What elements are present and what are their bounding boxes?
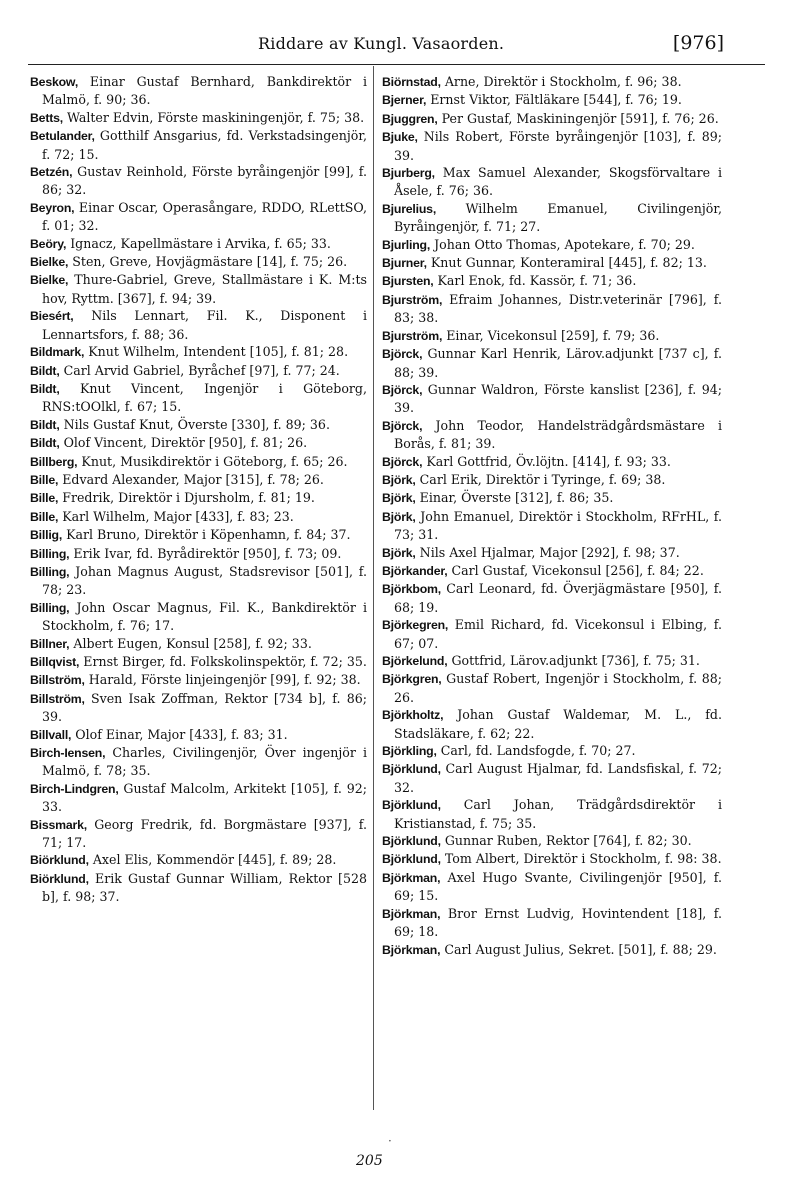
register-entry [382,941,722,959]
register-entry [382,616,722,652]
register-entry [30,816,367,852]
entry-surname: Bjuggren, [382,111,438,126]
register-entry [30,253,367,271]
entry-surname: Billing, [30,546,70,561]
entry-details: Erik Ivar, fd. Byrådirektör [950], f. 73; 09. [73,545,342,561]
register-entry [382,706,722,742]
entry-surname: Björkegren, [382,618,449,633]
register-entry [30,109,367,127]
entry-details: Einar Gustaf Bernhard, Bankdirektör i Malmö, f. 90; 36. [42,74,367,108]
entry-surname: Betulander, [30,129,95,144]
register-entry [30,471,367,489]
register-entry [382,200,722,236]
entry-details: Sven Isak Zoffman, Rektor [734 b], f. 86; 39. [42,690,367,725]
entry-details: Carl Arvid Gabriel, Byråchef [97], f. 77; 24. [63,362,340,378]
register-entry [382,489,722,507]
register-entry [30,599,367,635]
entry-details: John Emanuel, Direktör i Stockholm, RFrHL, f. 73; 31. [394,508,722,543]
entry-surname: Björkling, [382,744,437,759]
page-reference: [976] [672,32,724,54]
entry-details: Olof Einar, Major [433], f. 83; 31. [75,726,288,742]
entry-details: Carl Erik, Direktör i Tyringe, f. 69; 38. [419,471,666,487]
register-entry [382,345,722,381]
entry-surname: Beöry, [30,236,67,251]
register-entry [382,670,722,706]
register-entry [382,91,722,109]
entry-details: Knut Vincent, Ingenjör i Göteborg, RNS:tOOlkl, f. 67; 15. [42,380,367,415]
entry-surname: Billing, [30,600,70,615]
register-entry [382,453,722,471]
register-entry [382,832,722,850]
register-entry [30,73,367,109]
register-entry [382,544,722,562]
register-entry [382,417,722,453]
entry-details: Albert Eugen, Konsul [258], f. 92; 33. [73,635,312,651]
entry-surname: Björkelund, [382,654,448,668]
entry-details: Nils Lennart, Fil. K., Disponent i Lennartsfors, f. 88; 36. [42,308,367,342]
entry-surname: Björck, [382,382,423,397]
left-column [30,73,367,906]
register-entry [382,905,722,941]
entry-details: Ignacz, Kapellmästare i Arvika, f. 65; 33. [70,235,331,251]
entry-details: Gustaf Robert, Ingenjör i Stockholm, f. 88; 26. [394,671,722,705]
register-entry [30,434,367,452]
entry-surname: Björkman, [382,906,441,921]
page-number: 205 [356,1153,383,1169]
register-entry [382,869,722,905]
entry-surname: Björck, [382,454,423,469]
entry-details: Knut Wilhelm, Intendent [105], f. 81; 28. [88,344,349,360]
register-entry [382,652,722,670]
entry-surname: Bjurström, [382,328,443,343]
register-entry [382,850,722,868]
register-entry [30,307,367,343]
entry-surname: Bielke, [30,255,69,270]
entry-surname: Björk, [382,545,416,560]
register-entry [382,164,722,200]
entry-surname: Bille, [30,491,59,506]
entry-details: Knut Gunnar, Konteramiral [445], f. 82; 13. [430,255,707,271]
register-entry [30,453,367,471]
entry-details: Karl Gottfrid, Öv.löjtn. [414], f. 93; 33. [426,453,671,469]
entry-surname: Billström, [30,673,85,688]
entry-details: Carl Leonard, fd. Överjägmästare [950], f. 68; 19. [394,581,722,615]
entry-details: Edvard Alexander, Major [315], f. 78; 26. [62,471,324,487]
entry-surname: Bille, [30,472,59,487]
entry-surname: Bjursten, [382,274,434,289]
entry-details: Einar, Vicekonsul [259], f. 79; 36. [446,327,660,343]
entry-details: Nils Gustaf Knut, Överste [330], f. 89; 36. [63,416,330,432]
register-entry [382,128,722,164]
entry-surname: Billvall, [30,727,72,742]
entry-surname: Björkander, [382,563,448,578]
register-entry [382,580,722,616]
entry-surname: Bjurner, [382,256,427,271]
entry-surname: Björk, [382,472,416,487]
entry-details: Gottfrid, Lärov.adjunkt [736], f. 75; 31. [451,653,700,668]
entry-details: Bror Ernst Ludvig, Hovintendent [18], f. 69; 18. [394,905,722,940]
page-title: Riddare av Kungl. Vasaorden. [258,34,505,53]
entry-details: Ernst Viktor, Fältläkare [544], f. 76; 19. [430,92,682,108]
register-entry [30,545,367,563]
entry-details: Arne, Direktör i Stockholm, f. 96; 38. [444,74,682,89]
entry-surname: Bielke, [30,273,69,288]
register-entry [30,343,367,361]
footer-dot: · [388,1134,392,1148]
register-entry [382,110,722,128]
register-entry [382,272,722,290]
entry-details: Gustav Reinhold, Förste byråingenjör [99], f. 86; 32. [42,164,367,198]
register-entry [30,690,367,726]
entry-details: Fredrik, Direktör i Djursholm, f. 81; 19. [62,490,315,506]
page-header [0,34,792,60]
entry-details: Gunnar Ruben, Rektor [764], f. 82; 30. [444,833,692,849]
entry-details: Wilhelm Emanuel, Civilingenjör, Byråingenjör, f. 71; 27. [394,200,722,235]
entry-details: Erik Gustaf Gunnar William, Rektor [528 b], f. 98; 37. [42,870,367,905]
entry-surname: Bildt, [30,363,60,378]
entry-surname: Björk, [382,509,416,524]
register-entry [30,671,367,689]
register-entry [30,508,367,526]
entry-surname: Billig, [30,528,63,543]
entry-details: Axel Elis, Kommendör [445], f. 89; 28. [92,852,337,868]
register-entry [382,254,722,272]
entry-surname: Biörklund, [30,853,89,868]
entry-surname: Björkman, [382,942,441,957]
entry-surname: Björck, [382,347,423,362]
entry-surname: Billqvist, [30,655,80,669]
entry-surname: Bjuke, [382,130,418,145]
register-entry [30,526,367,544]
register-entry [382,291,722,327]
register-entry [382,327,722,345]
entry-details: Carl August Julius, Sekret. [501], f. 88; 29. [444,941,717,957]
entry-surname: Björklund, [382,852,441,867]
entry-surname: Bildt, [30,381,60,396]
entry-details: Carl Gustaf, Vicekonsul [256], f. 84; 22. [451,562,704,578]
entry-surname: Billberg, [30,454,78,469]
entry-details: Axel Hugo Svante, Civilingenjör [950], f. 69; 15. [394,869,722,904]
entry-details: Olof Vincent, Direktör [950], f. 81; 26. [63,435,308,451]
register-entry [30,127,367,163]
entry-surname: Björck, [382,418,423,433]
register-entry [30,380,367,416]
entry-surname: Betts, [30,110,63,125]
entry-surname: Björklund, [382,834,441,849]
entry-surname: Billström, [30,691,85,706]
entry-surname: Birch-Lindgren, [30,781,119,796]
register-entry [382,760,722,796]
register-entry [30,744,367,780]
entry-surname: Bille, [30,509,59,524]
entry-details: Emil Richard, fd. Vicekonsul i Elbing, f. 67; 07. [394,617,722,651]
entry-details: Carl August Hjalmar, fd. Landsfiskal, f. 72; 32. [394,761,722,795]
entry-surname: Björkgren, [382,672,442,687]
entry-surname: Björkman, [382,870,441,885]
register-entry [30,199,367,235]
register-entry [382,236,722,254]
header-rule [28,64,765,65]
register-entry [382,471,722,489]
entry-surname: Bjurelius, [382,201,437,216]
entry-details: Einar Oscar, Operasångare, RDDO, RLettSO, f. 01; 32. [42,199,367,234]
register-entry [382,381,722,417]
entry-details: Gunnar Karl Henrik, Lärov.adjunkt [737 c], f. 88; 39. [394,346,722,380]
entry-details: John Oscar Magnus, Fil. K., Bankdirektör i Stockholm, f. 76; 17. [42,599,367,634]
register-entry [382,796,722,832]
register-entry [30,635,367,653]
entry-details: Einar, Överste [312], f. 86; 35. [419,490,614,506]
register-entry [30,163,367,199]
entry-surname: Björklund, [382,762,441,777]
register-entry [30,851,367,869]
entry-details: Tom Albert, Direktör i Stockholm, f. 98: 38. [444,851,722,867]
entry-details: Ernst Birger, fd. Folkskolinspektör, f. 72; 35. [83,654,367,669]
entry-details: Johan Magnus August, Stadsrevisor [501], f. 78; 23. [42,563,367,598]
right-column [382,73,722,959]
register-entry [30,780,367,816]
entry-details: Nils Axel Hjalmar, Major [292], f. 98; 37. [419,544,680,560]
entry-details: Harald, Förste linjeingenjör [99], f. 92; 38. [88,672,361,688]
register-entry [30,726,367,744]
entry-details: Knut, Musikdirektör i Göteborg, f. 65; 26. [81,453,348,469]
entry-details: Sten, Greve, Hovjägmästare [14], f. 75; 26. [72,254,348,270]
entry-details: Carl Johan, Trädgårdsdirektör i Kristianstad, f. 75; 35. [394,797,722,831]
register-entry [30,416,367,434]
entry-surname: Beyron, [30,200,75,215]
entry-surname: Bildt, [30,436,60,451]
entry-surname: Biörklund, [30,871,89,886]
entry-surname: Bissmark, [30,817,87,832]
entry-surname: Björklund, [382,798,441,813]
register-entry [382,508,722,544]
register-entry [382,562,722,580]
entry-details: Per Gustaf, Maskiningenjör [591], f. 76; 26. [441,110,719,126]
entry-details: Carl, fd. Landsfogde, f. 70; 27. [440,743,636,759]
entry-surname: Bjurberg, [382,166,435,181]
register-entry [30,870,367,906]
entry-surname: Biörnstad, [382,75,441,89]
entry-details: Nils Robert, Förste byråingenjör [103], f. 89; 39. [394,129,722,163]
entry-surname: Bjurström, [382,292,443,307]
entry-surname: Bildmark, [30,345,85,360]
entry-details: Karl Wilhelm, Major [433], f. 83; 23. [62,508,294,524]
register-entry [382,73,722,91]
register-entry [30,653,367,671]
register-entry [30,271,367,307]
entry-surname: Birch-Iensen, [30,746,106,761]
entry-details: Thure-Gabriel, Greve, Stallmästare i K. M:ts hov, Ryttm. [367], f. 94; 39. [42,272,367,306]
register-entry [30,489,367,507]
register-entry [382,742,722,760]
entry-details: Karl Enok, fd. Kassör, f. 71; 36. [437,273,637,289]
entry-details: Max Samuel Alexander, Skogsförvaltare i Åsele, f. 76; 36. [394,165,722,199]
entry-details: Johan Otto Thomas, Apotekare, f. 70; 29. [434,236,695,252]
register-entry [30,563,367,599]
entry-surname: Bjerner, [382,93,427,108]
entry-surname: Billner, [30,636,70,651]
entry-details: John Teodor, Handelsträdgårdsmästare i Borås, f. 81; 39. [394,417,722,452]
entry-surname: Bjurling, [382,237,431,252]
entry-surname: Björkbom, [382,582,442,597]
register-entry [30,235,367,253]
entry-details: Efraim Johannes, Distr.veterinär [796], f. 83; 38. [394,291,722,326]
register-entry [30,362,367,380]
entry-details: Georg Fredrik, fd. Borgmästare [937], f. 71; 17. [42,816,367,851]
entry-details: Karl Bruno, Direktör i Köpenhamn, f. 84; 37. [66,527,351,543]
column-divider [373,66,374,1110]
entry-surname: Bildt, [30,417,60,432]
entry-details: Johan Gustaf Waldemar, M. L., fd. Stadsläkare, f. 62; 22. [394,707,722,741]
entry-details: Charles, Civilingenjör, Över ingenjör i Malmö, f. 78; 35. [42,745,367,779]
entry-details: Gotthilf Ansgarius, fd. Verkstadsingenjör, f. 72; 15. [42,128,367,162]
entry-surname: Beskow, [30,75,79,89]
entry-surname: Björkholtz, [382,708,444,723]
entry-details: Walter Edvin, Förste maskiningenjör, f. 75; 38. [66,109,365,125]
entry-surname: Billing, [30,564,70,579]
entry-details: Gustaf Malcolm, Arkitekt [105], f. 92; 33. [42,780,367,815]
entry-details: Gunnar Waldron, Förste kanslist [236], f. 94; 39. [394,381,722,416]
entry-surname: Betzén, [30,165,73,180]
entry-surname: Björk, [382,491,416,506]
entry-surname: Biesért, [30,309,74,324]
